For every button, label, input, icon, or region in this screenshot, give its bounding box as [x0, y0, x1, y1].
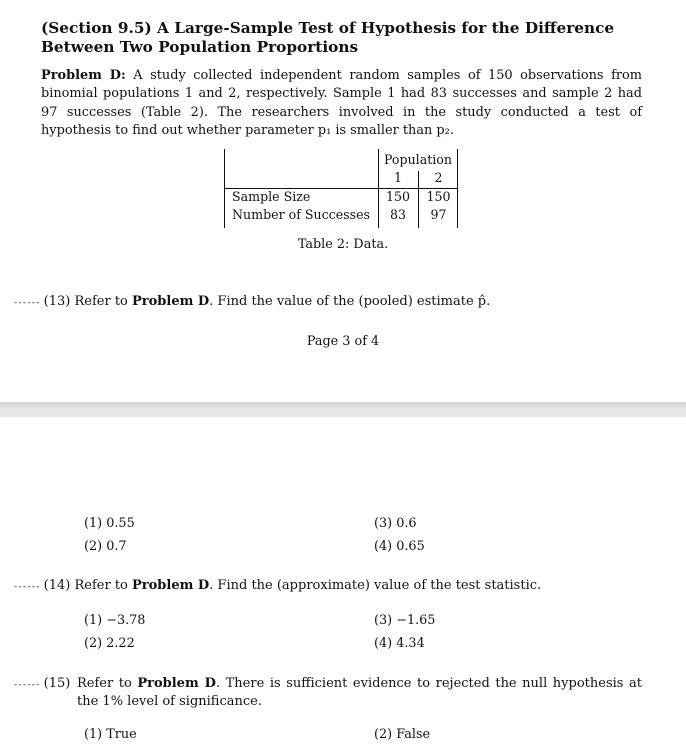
page-number: Page 3 of 4: [306, 334, 380, 349]
row-label-successes: Number of Successes: [232, 207, 370, 222]
question-15-text: Refer to Problem D. There is sufficient evidence to rejected the null hypothesis at the 1% level of significance.: [77, 676, 642, 710]
q14-option-4: (4) 4.34: [374, 636, 425, 651]
answer-blank-13: ------: [13, 298, 40, 308]
problem-label: Problem D:: [41, 68, 126, 83]
data-table: [224, 149, 458, 228]
row-label-sample-size: Sample Size: [232, 189, 311, 204]
problem-text: A study collected independent random samples of 150 observations from binomial populations 1 and 2, respectively. Sample 1 had 83 successes and sample 2 had 97 successes (Table 2). The researchers involved in the study conducted a test of hypothesis to find out whether parameter p₁ is smaller than p₂.: [41, 68, 642, 138]
cell-successes-2: 97: [430, 207, 447, 222]
answer-blank-15: ------: [13, 680, 40, 690]
q13-option-4: (4) 0.65: [374, 539, 425, 554]
q14-option-1: (1) −3.78: [84, 613, 146, 628]
q14-option-3: (3) −1.65: [374, 613, 436, 628]
problem-reference: Problem D: [132, 294, 210, 309]
question-13: [13, 293, 490, 312]
q15-option-1: (1) True: [84, 727, 137, 742]
problem-reference: Problem D: [132, 578, 210, 593]
question-14: [13, 577, 541, 596]
cell-successes-1: 83: [389, 207, 407, 222]
table-caption: Table 2: Data.: [297, 237, 389, 252]
cell-sample-size-2: 150: [426, 189, 451, 204]
question-text: Refer to Problem D. Find the value of the (pooled) estimate p̂.: [74, 294, 491, 309]
q14-option-2: (2) 2.22: [84, 636, 135, 651]
question-text: Refer to Problem D. Find the (approximate) value of the test statistic.: [74, 578, 542, 593]
q15-option-2: (2) False: [374, 727, 431, 742]
question-number: (13): [43, 294, 71, 309]
question-15-prefix: [13, 675, 70, 694]
problem-reference: Problem D: [137, 676, 216, 691]
q13-option-1: (1) 0.55: [84, 516, 135, 531]
q13-option-3: (3) 0.6: [374, 516, 417, 531]
table-header-population: Population: [383, 152, 453, 167]
answer-blank-14: ------: [13, 582, 40, 592]
problem-d-statement: [41, 67, 642, 140]
table-col-1: 1: [393, 170, 402, 185]
section-title: (Section 9.5) A Large-Sample Test of Hypothesis for the Difference Between Two Population Proportions: [41, 19, 615, 56]
q13-option-2: (2) 0.7: [84, 539, 127, 554]
question-number: (15): [43, 676, 71, 691]
cell-sample-size-1: 150: [385, 189, 411, 204]
page-separator: [0, 402, 686, 417]
table-col-2: 2: [434, 170, 443, 185]
question-number: (14): [43, 578, 71, 593]
